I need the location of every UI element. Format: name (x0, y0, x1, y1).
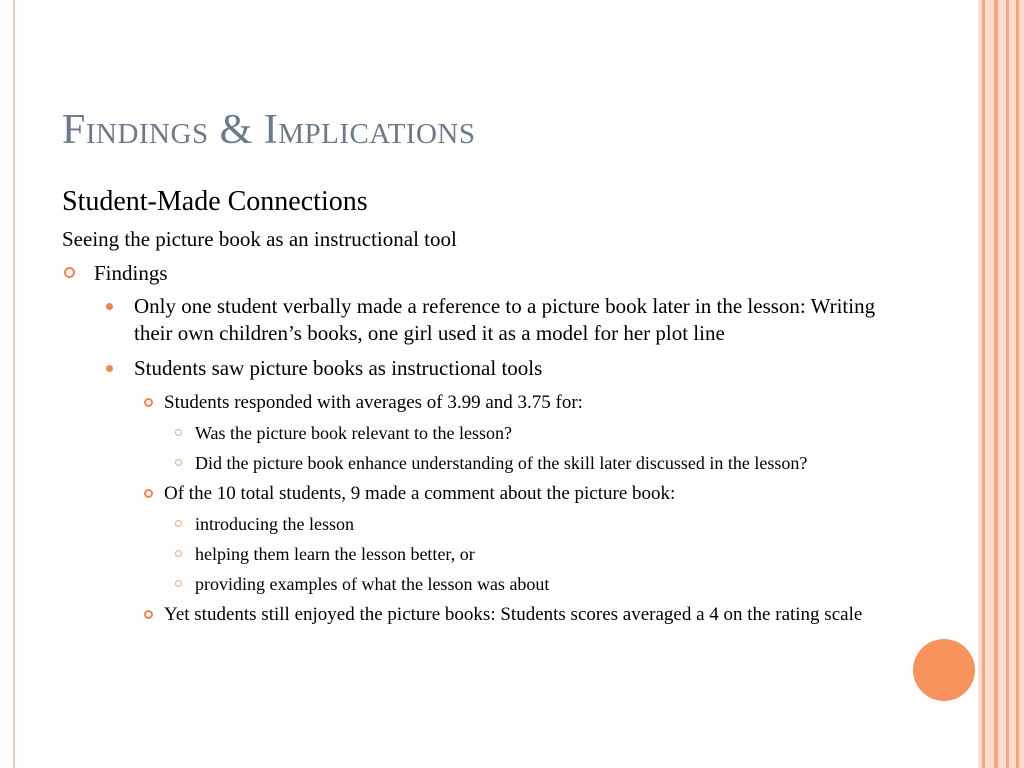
ring-bullet-icon (144, 610, 153, 619)
bullet-findings (62, 259, 902, 287)
sub-sub-bullet-item (62, 572, 902, 596)
bullet-text: Of the 10 total students, 9 made a comment about the picture book: (164, 483, 676, 504)
bullet-text: Was the picture book relevant to the lesson? (195, 423, 512, 443)
bullet-text: Yet students still enjoyed the picture books: Students scores averaged a 4 on the rating scale (164, 604, 863, 625)
bullet-text: Students saw picture books as instructional tools (134, 356, 543, 380)
small-ring-bullet-icon (175, 520, 182, 527)
sub-bullet-item (62, 390, 902, 415)
bullet-text: introducing the lesson (195, 514, 354, 534)
sub-bullet-item (62, 481, 902, 506)
small-ring-bullet-icon (175, 459, 182, 466)
right-stripe (994, 0, 998, 768)
sub-sub-bullet-item (62, 421, 902, 445)
section-subheading: Seeing the picture book as an instructional tool (62, 227, 457, 251)
section-heading: Student-Made Connections (62, 186, 368, 217)
ring-bullet-icon (64, 267, 75, 278)
sub-sub-bullet-item (62, 451, 902, 475)
slide-body (62, 183, 902, 633)
sub-sub-bullet-item (62, 512, 902, 536)
small-ring-bullet-icon (175, 429, 182, 436)
decorative-orange-circle (913, 639, 975, 701)
bullet-text: Findings (94, 261, 168, 285)
ring-bullet-icon (144, 489, 153, 498)
bullet-text: providing examples of what the lesson was about (195, 574, 550, 594)
right-stripe (1006, 0, 1009, 768)
slide-title: Findings & Implications (62, 107, 476, 153)
bullet-item (62, 355, 902, 382)
right-stripe (982, 0, 985, 768)
small-ring-bullet-icon (175, 580, 182, 587)
bullet-text: Only one student verbally made a reference to a picture book later in the lesson: Writing their own children’s books, one girl used it as a model for her plot line (134, 294, 876, 345)
sub-sub-bullet-item (62, 542, 902, 566)
right-stripe (1016, 0, 1019, 768)
dot-bullet-icon (106, 365, 113, 372)
bullet-text: Did the picture book enhance understanding of the skill later discussed in the lesson? (195, 453, 808, 473)
ring-bullet-icon (144, 398, 153, 407)
sub-bullet-item (62, 602, 902, 627)
bullet-text: Students responded with averages of 3.99 and 3.75 for: (164, 392, 583, 413)
left-border-line (13, 0, 15, 768)
bullet-item (62, 293, 902, 347)
small-ring-bullet-icon (175, 550, 182, 557)
bullet-text: helping them learn the lesson better, or (195, 544, 475, 564)
dot-bullet-icon (106, 303, 113, 310)
